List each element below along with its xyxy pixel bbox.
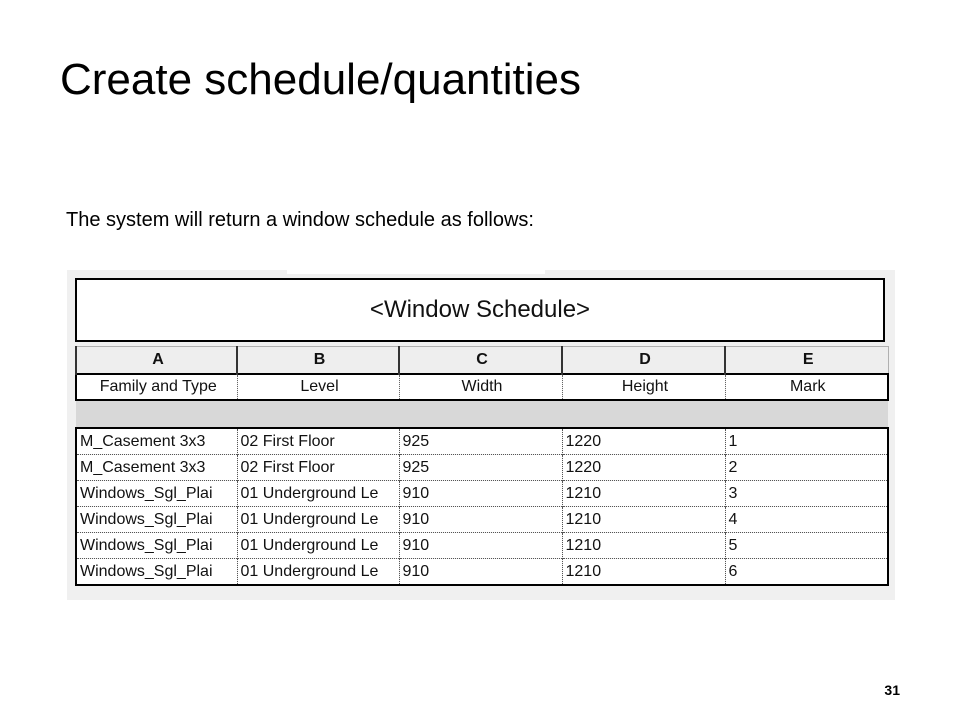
table-cell[interactable]: 6	[725, 559, 888, 586]
window-schedule-table	[75, 346, 889, 586]
table-cell[interactable]: 1220	[562, 428, 725, 455]
table-cell[interactable]: 5	[725, 533, 888, 559]
table-row[interactable]	[76, 559, 888, 586]
table-cell[interactable]: 01 Underground Le	[237, 507, 399, 533]
table-cell[interactable]: M_Casement 3x3	[76, 455, 237, 481]
table-cell[interactable]: 925	[399, 428, 562, 455]
column-letter-c[interactable]: C	[399, 347, 562, 375]
table-cell[interactable]: 1210	[562, 533, 725, 559]
table-cell[interactable]: Windows_Sgl_Plai	[76, 533, 237, 559]
table-row[interactable]	[76, 428, 888, 455]
table-cell[interactable]: 1210	[562, 507, 725, 533]
schedule-screenshot	[67, 270, 895, 600]
table-cell[interactable]: 02 First Floor	[237, 455, 399, 481]
table-cell[interactable]: 02 First Floor	[237, 428, 399, 455]
table-cell[interactable]: 3	[725, 481, 888, 507]
table-row[interactable]	[76, 455, 888, 481]
column-letter-d[interactable]: D	[562, 347, 725, 375]
column-letter-a[interactable]: A	[76, 347, 237, 375]
table-cell[interactable]: 2	[725, 455, 888, 481]
column-header-height[interactable]: Height	[562, 374, 725, 400]
table-cell[interactable]: Windows_Sgl_Plai	[76, 507, 237, 533]
column-header-level[interactable]: Level	[237, 374, 399, 400]
table-cell[interactable]: 925	[399, 455, 562, 481]
column-header-row	[76, 374, 888, 400]
table-cell[interactable]: 910	[399, 559, 562, 586]
intro-text: The system will return a window schedule as follows:	[66, 209, 534, 231]
column-letter-row	[76, 347, 888, 375]
spacer-row	[76, 400, 888, 428]
table-cell[interactable]: Windows_Sgl_Plai	[76, 559, 237, 586]
table-cell[interactable]: 4	[725, 507, 888, 533]
table-row[interactable]	[76, 507, 888, 533]
column-header-family-and-type[interactable]: Family and Type	[76, 374, 237, 400]
table-cell[interactable]: 910	[399, 533, 562, 559]
table-cell[interactable]: M_Casement 3x3	[76, 428, 237, 455]
table-cell[interactable]: 1210	[562, 559, 725, 586]
page-number: 31	[884, 682, 900, 698]
schedule-title: <Window Schedule>	[75, 278, 885, 342]
table-row[interactable]	[76, 481, 888, 507]
table-cell[interactable]: 1210	[562, 481, 725, 507]
table-cell[interactable]: 910	[399, 507, 562, 533]
table-row[interactable]	[76, 533, 888, 559]
table-cell[interactable]: 910	[399, 481, 562, 507]
table-cell[interactable]: 01 Underground Le	[237, 481, 399, 507]
table-cell[interactable]: 1220	[562, 455, 725, 481]
table-cell[interactable]: 01 Underground Le	[237, 559, 399, 586]
table-cell[interactable]: 1	[725, 428, 888, 455]
column-header-mark[interactable]: Mark	[725, 374, 888, 400]
table-cell[interactable]: Windows_Sgl_Plai	[76, 481, 237, 507]
column-letter-e[interactable]: E	[725, 347, 888, 375]
slide-title: Create schedule/quantities	[60, 55, 581, 104]
column-header-width[interactable]: Width	[399, 374, 562, 400]
column-letter-b[interactable]: B	[237, 347, 399, 375]
table-cell[interactable]: 01 Underground Le	[237, 533, 399, 559]
